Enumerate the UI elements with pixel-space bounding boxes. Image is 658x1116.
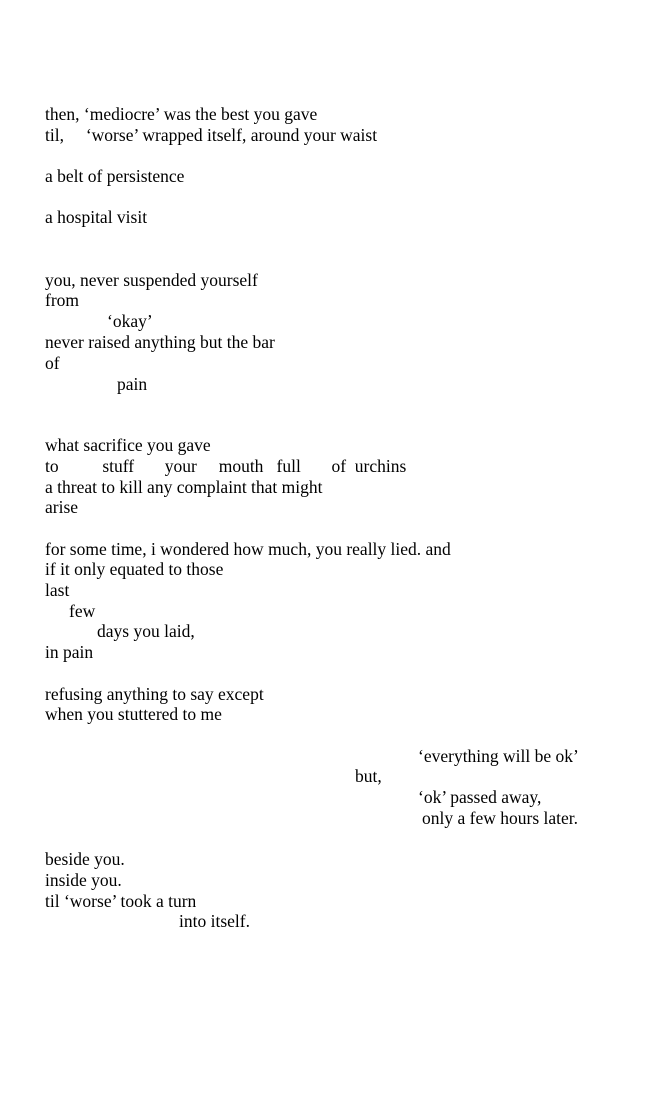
poem-line: into itself. — [179, 911, 250, 931]
poem-line: then, ‘mediocre’ was the best you gave — [45, 104, 318, 124]
poem-line: a hospital visit — [45, 207, 148, 227]
poem-line: days you laid, — [97, 621, 195, 641]
poem-line: a threat to kill any complaint that might — [45, 477, 323, 497]
poem-line: from — [45, 290, 80, 310]
poem-line: refusing anything to say except — [45, 684, 264, 704]
poem-line: pain — [117, 374, 148, 394]
poem-line: a belt of persistence — [45, 166, 185, 186]
poem-line: arise — [45, 497, 79, 517]
poem-line: only a few hours later. — [422, 808, 578, 828]
poem-line: beside you. — [45, 849, 125, 869]
poem-line: in pain — [45, 642, 94, 662]
poem-line: if it only equated to those — [45, 559, 224, 579]
poem-line: you, never suspended yourself — [45, 270, 258, 290]
poem-line: to stuff your mouth full of urchins — [45, 456, 407, 476]
poem-line: of — [45, 353, 60, 373]
poem-line: for some time, i wondered how much, you really lied. and — [45, 539, 451, 559]
poem-line: ‘ok’ passed away, — [418, 787, 542, 807]
poem-line: what sacrifice you gave — [45, 435, 211, 455]
poem-line: ‘okay’ — [107, 311, 153, 331]
poem-line: few — [69, 601, 96, 621]
poem-line: but, — [355, 766, 382, 786]
poem-line: til ‘worse’ took a turn — [45, 891, 197, 911]
poem-line: ‘everything will be ok’ — [418, 746, 579, 766]
poem-line: never raised anything but the bar — [45, 332, 275, 352]
poem-line: inside you. — [45, 870, 122, 890]
poem-line: til, ‘worse’ wrapped itself, around your waist — [45, 125, 378, 145]
poem-line: last — [45, 580, 70, 600]
poem-line: when you stuttered to me — [45, 704, 222, 724]
